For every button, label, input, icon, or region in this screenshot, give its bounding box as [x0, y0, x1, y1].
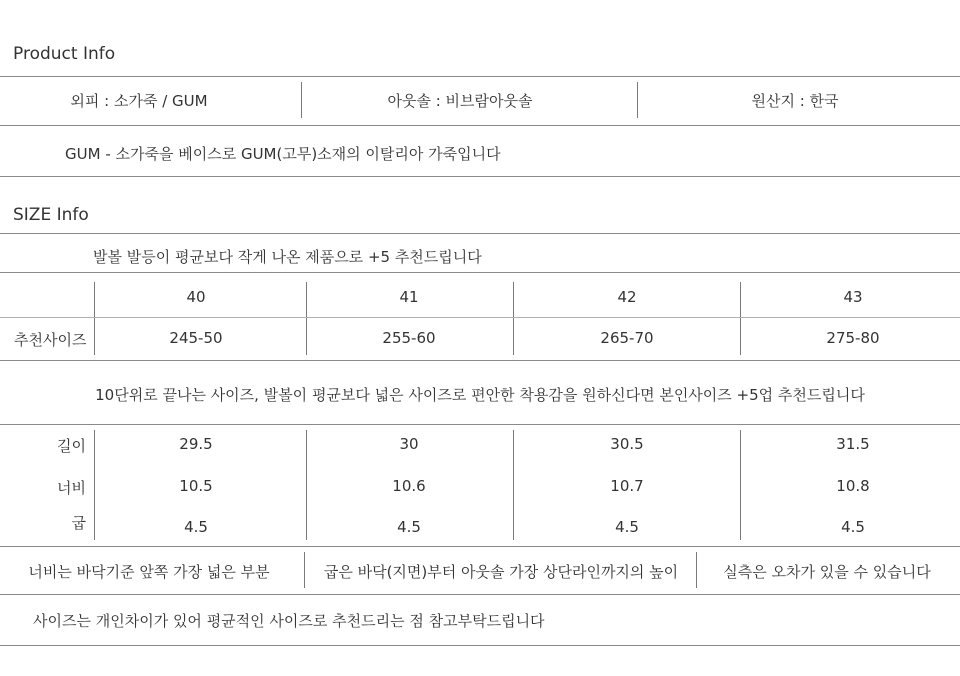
recommended-size-cell: 265-70 [600, 329, 654, 347]
size-header-cell: 40 [186, 288, 206, 306]
width-cell: 10.7 [610, 477, 644, 495]
heel-cell: 4.5 [397, 518, 421, 536]
footer-note: 사이즈는 개인차이가 있어 평균적인 사이즈로 추천드리는 점 참고부탁드립니다 [33, 612, 545, 630]
tolerance-note: 실측은 오차가 있을 수 있습니다 [723, 563, 931, 581]
column-divider [94, 282, 95, 355]
column-divider [740, 282, 741, 355]
column-divider [696, 552, 697, 588]
heel-cell: 4.5 [615, 518, 639, 536]
divider [0, 233, 960, 234]
column-divider [94, 430, 95, 540]
divider [0, 272, 960, 273]
width-cell: 10.6 [392, 477, 426, 495]
size-advice: 10단위로 끝나는 사이즈, 발볼이 평균보다 넓은 사이즈로 편안한 착용감을 원하신다면 본인사이즈 +5업 추천드립니다 [95, 386, 865, 404]
divider [0, 594, 960, 595]
heel-cell: 4.5 [184, 518, 208, 536]
heel-cell: 4.5 [841, 518, 865, 536]
size-info-heading: SIZE Info [13, 205, 89, 225]
width-cell: 10.5 [179, 477, 213, 495]
column-divider [637, 82, 638, 118]
column-divider [513, 430, 514, 540]
size-note: 발볼 발등이 평균보다 작게 나온 제품으로 +5 추천드립니다 [93, 248, 482, 266]
size-header-cell: 43 [843, 288, 863, 306]
column-divider [306, 430, 307, 540]
length-cell: 31.5 [836, 435, 870, 453]
recommended-size-cell: 255-60 [382, 329, 436, 347]
width-cell: 10.8 [836, 477, 870, 495]
heel-note: 굽은 바닥(지면)부터 아웃솔 가장 상단라인까지의 높이 [323, 563, 679, 581]
size-header-cell: 42 [617, 288, 637, 306]
material-note: GUM - 소가죽을 베이스로 GUM(고무)소재의 이탈리아 가죽입니다 [65, 145, 501, 163]
width-label: 너비 [57, 479, 86, 497]
length-cell: 30 [399, 435, 419, 453]
divider [0, 645, 960, 646]
recommended-size-label: 추천사이즈 [14, 331, 87, 349]
product-info-heading: Product Info [13, 44, 116, 64]
divider [0, 424, 960, 425]
divider [0, 176, 960, 177]
divider [0, 360, 960, 361]
outsole-material: 아웃솔 : 비브람아웃솔 [387, 92, 533, 110]
column-divider [306, 282, 307, 355]
origin: 원산지 : 한국 [751, 92, 839, 110]
heel-label: 굽 [71, 514, 86, 532]
width-note: 너비는 바닥기준 앞쪽 가장 넓은 부분 [28, 563, 270, 581]
column-divider [301, 82, 302, 118]
column-divider [304, 552, 305, 588]
size-header-cell: 41 [399, 288, 419, 306]
divider [0, 317, 960, 318]
column-divider [740, 430, 741, 540]
divider [0, 546, 960, 547]
outer-material: 외피 : 소가죽 / GUM [70, 92, 208, 110]
divider [0, 125, 960, 126]
recommended-size-cell: 275-80 [826, 329, 880, 347]
column-divider [513, 282, 514, 355]
length-label: 길이 [57, 437, 86, 455]
length-cell: 29.5 [179, 435, 213, 453]
recommended-size-cell: 245-50 [169, 329, 223, 347]
divider [0, 76, 960, 77]
length-cell: 30.5 [610, 435, 644, 453]
